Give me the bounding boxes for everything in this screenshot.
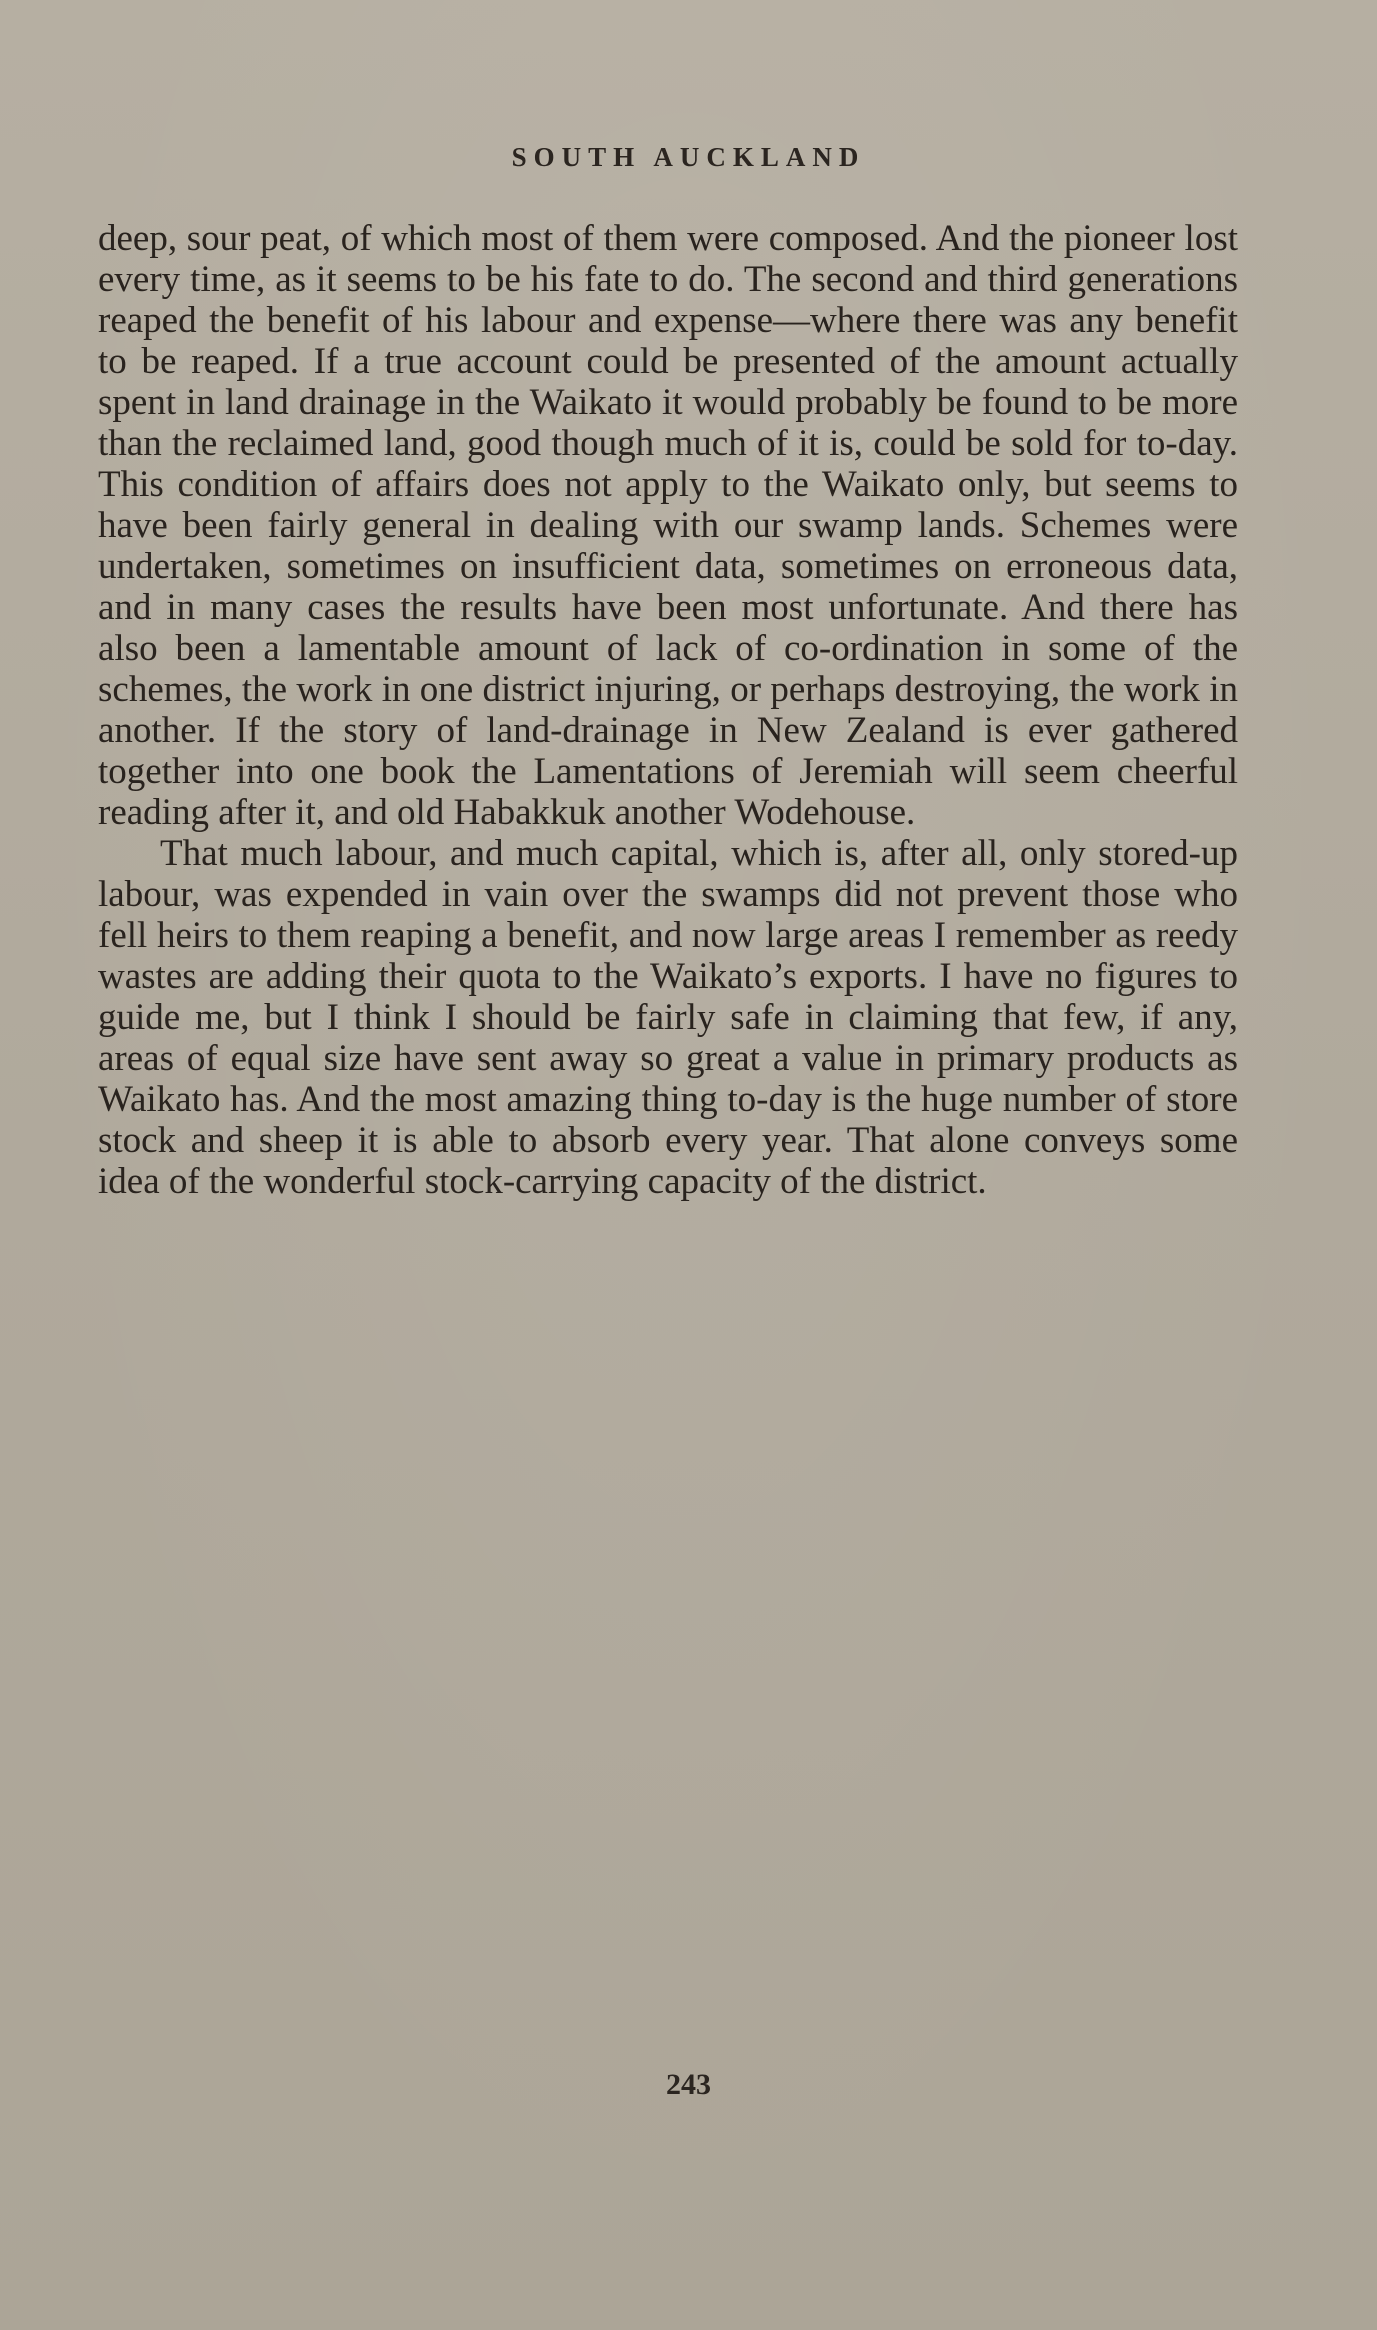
paragraph: deep, sour peat, of which most of them were composed. And the pioneer lost every time, as it seems to be his fate to do. The second and third generations reaped the benefit of his labour and expense—where there was any benefit to be reaped. If a true account could be presented of the amount actually spent in land drainage in the Waikato it would probably be found to be more than the reclaimed land, good though much of it is, could be sold for to-day. This condition of affairs does not apply to the Waikato only, but seems to have been fairly general in dealing with our swamp lands. Schemes were undertaken, sometimes on insufficient data, sometimes on erroneous data, and in many cases the results have been most unfortunate. And there has also been a lamentable amount of lack of co-ordination in some of the schemes, the work in one district injuring, or perhaps destroying, the work in another. If the story of land-drainage in New Zealand is ever gathered together into one book the Lamentations of Jeremiah will seem cheerful reading after it, and old Habakkuk another Wodehouse. xyxy=(98,218,1238,833)
paragraph: That much labour, and much capital, which is, after all, only stored-up labour, was expended in vain over the swamps did not prevent those who fell heirs to them reaping a benefit, and now large areas I remember as reedy wastes are adding their quota to the Waikato’s exports. I have no figures to guide me, but I think I should be fairly safe in claiming that few, if any, areas of equal size have sent away so great a value in primary products as Waikato has. And the most amazing thing to-day is the huge number of store stock and sheep it is able to absorb every year. That alone conveys some idea of the wonderful stock-carrying capacity of the district. xyxy=(98,833,1238,1202)
body-text xyxy=(98,218,1238,1202)
page-number: 243 xyxy=(666,2068,711,2101)
running-head: SOUTH AUCKLAND xyxy=(511,142,866,172)
